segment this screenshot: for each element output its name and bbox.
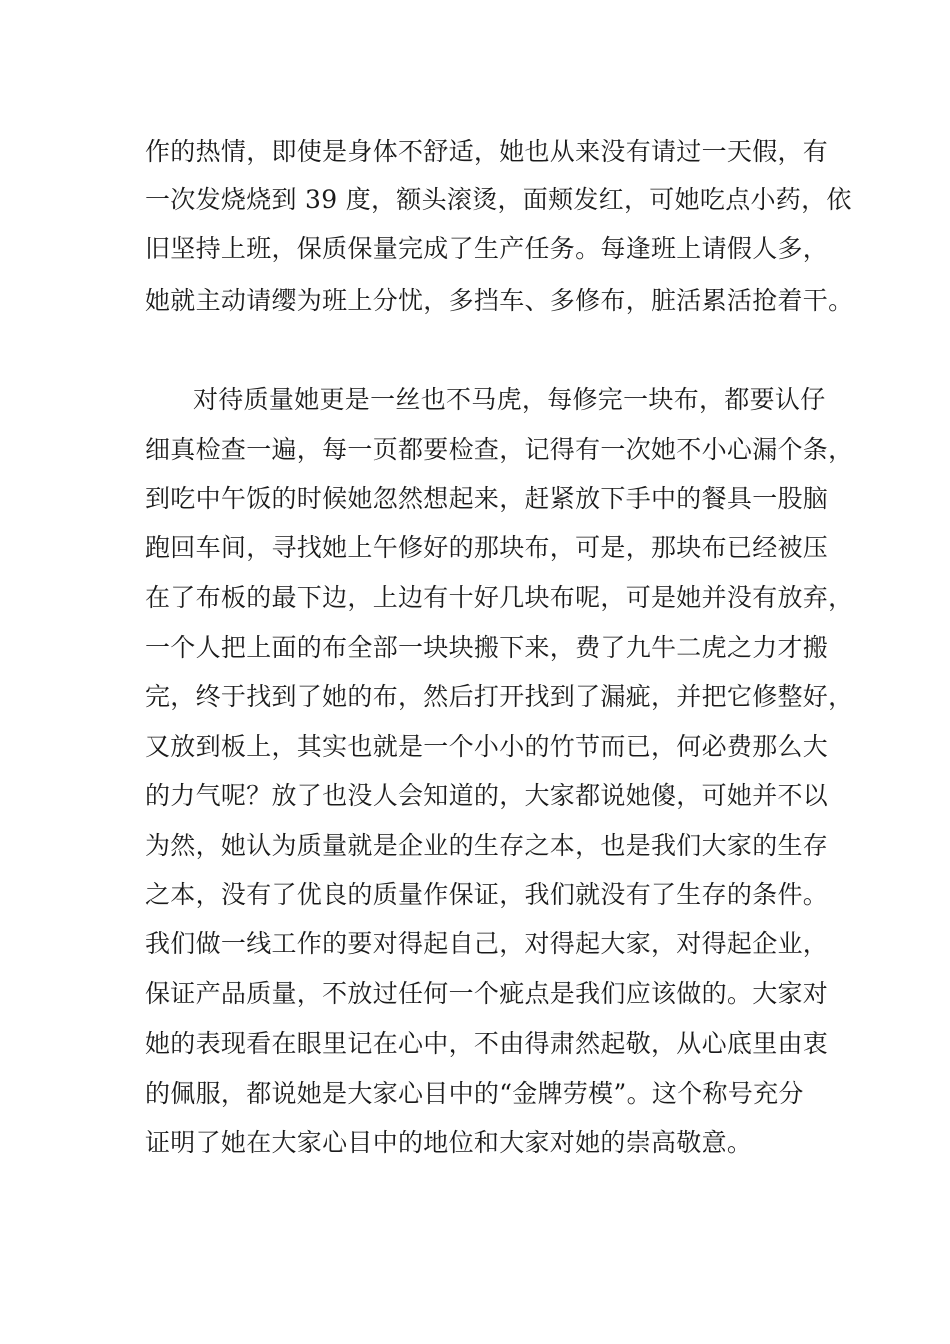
text-line: 在了布板的最下边，上边有十好几块布呢，可是她并没有放弃，: [145, 583, 854, 612]
text-line: 之本，没有了优良的质量作保证，我们就没有了生存的条件。: [145, 880, 829, 909]
text-line: 她的表现看在眼里记在心中，不由得肃然起敬，从心底里由衷: [145, 1029, 829, 1058]
text-line: 完，终于找到了她的布，然后打开找到了漏疵，并把它修整好，: [145, 682, 854, 711]
text-line: 作的热情，即使是身体不舒适，她也从来没有请过一天假，有: [145, 137, 829, 166]
text-line: 细真检查一遍，每一页都要检查，记得有一次她不小心漏个条，: [145, 435, 854, 464]
text-line: 为然，她认为质量就是企业的生存之本，也是我们大家的生存: [145, 831, 829, 860]
text-line: 她就主动请缨为班上分忧，多挡车、多修布，脏活累活抢着干。: [145, 286, 854, 315]
text-line: 到吃中午饭的时候她忽然想起来，赶紧放下手中的餐具一股脑: [145, 484, 829, 513]
text-line: 一次发烧烧到 39 度，额头滚烫，面颊发红，可她吃点小药，依: [145, 185, 852, 214]
text-line: 的佩服，都说她是大家心目中的“金牌劳模”。这个称号充分: [145, 1079, 804, 1108]
text-line: 对待质量她更是一丝也不马虎，每修完一块布，都要认仔: [193, 385, 826, 414]
text-line: 又放到板上，其实也就是一个小小的竹节而已，何必费那么大: [145, 732, 829, 761]
text-line: 的力气呢？放了也没人会知道的，大家都说她傻，可她并不以: [145, 781, 829, 810]
text-line: 跑回车间，寻找她上午修好的那块布，可是，那块布已经被压: [145, 533, 829, 562]
text-line: 我们做一线工作的要对得起自己，对得起大家，对得起企业，: [145, 929, 829, 958]
text-line: 一个人把上面的布全部一块块搬下来，费了九牛二虎之力才搬: [145, 633, 829, 662]
text-line: 旧坚持上班，保质保量完成了生产任务。每逢班上请假人多，: [145, 234, 829, 263]
text-line: 保证产品质量，不放过任何一个疵点是我们应该做的。大家对: [145, 979, 829, 1008]
text-line: 证明了她在大家心目中的地位和大家对她的崇高敬意。: [145, 1128, 753, 1157]
